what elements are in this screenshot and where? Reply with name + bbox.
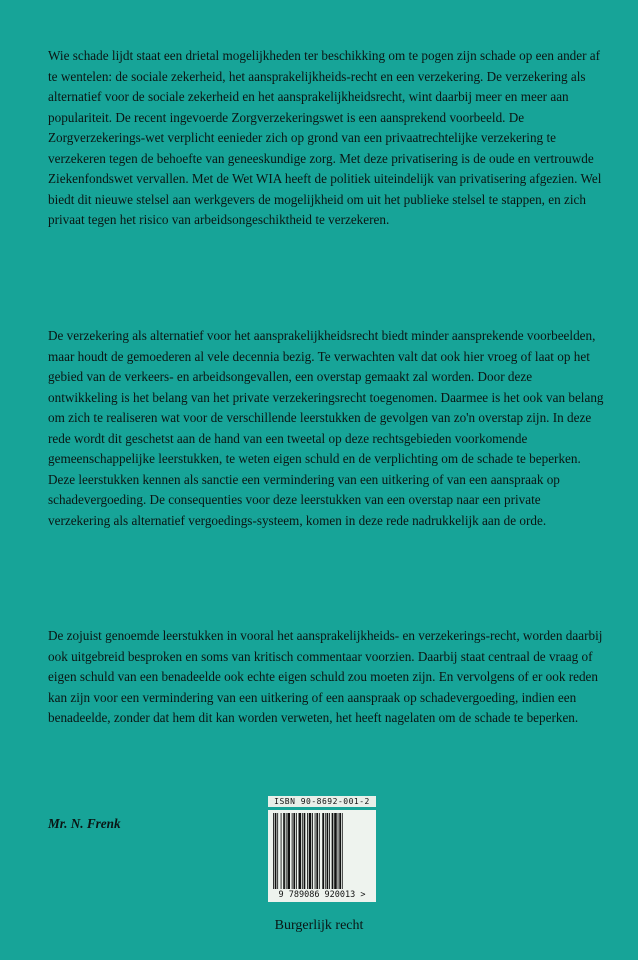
barcode-digits: 9 789086 920013 > [268,889,376,902]
barcode-bars-area [268,810,376,889]
series-title: Burgerlijk recht [274,918,364,933]
author-name: Mr. N. Frenk [48,816,121,831]
back-cover-paragraph-2: De verzekering als alternatief voor het aansprakelijkheidsrecht biedt minder aansprekende voorbeelden, maar houdt de gemoederen al vele decennia bezig. Te verwachten valt dat ook hier vroeg of laat op het gebied van de verkeers- en arbeidsongevallen, een overstap gemaakt zal worden. Door deze ontwikkeling is het belang van het private verzekeringsrecht toegenomen. Daarmee is het ook van belang om zich te realiseren wat voor de verschillende leerstukken de gevolgen van zo'n overstap zijn. In deze rede wordt dit geschetst aan de hand van een tweetal op deze rechtsgebieden voorkomende gemeenschappelijke leerstukken, te weten eigen schuld en de verplichting om de schade te beperken. Deze leerstukken kennen als sanctie een vermindering van een uitkering of van een aanspraak op schadevergoeding. De consequenties voor deze leerstukken van een overstap naar een private verzekering als alternatief vergoedings-systeem, komen in deze rede nadrukkelijk aan de orde. [48,328,604,528]
back-cover-paragraph-3: De zojuist genoemde leerstukken in vooral het aansprakelijkheids- en verzekerings-recht, worden daarbij ook uitgebreid besproken en soms van kritisch commentaar voorzien. Daarbij staat centraal de vraag of eigen schuld van een benadeelde ook echte eigen schuld zou moeten zijn. En vervolgens of er ook reden kan zijn voor een vermindering van een uitkering of een aanspraak op schadevergoeding, indien een benadeelde, zonder dat hem dit kan worden verweten, het heeft nagelaten om de schade te beperken. [48,628,603,725]
isbn-label: ISBN 90-8692-001-2 [268,796,376,807]
barcode [268,796,376,902]
back-cover-paragraph-1: Wie schade lijdt staat een drietal mogelijkheden ter beschikking om te pogen zijn schade op een ander af te wentelen: de sociale zekerheid, het aansprakelijkheids-recht en een verzekering. De verzekering als alternatief voor de sociale zekerheid en het aansprakelijkheidsrecht, wint daarbij meer en meer aan populariteit. De recent ingevoerde Zorgverzekeringswet is een aansprekend voorbeeld. De Zorgverzekerings-wet verplicht eenieder zich op grond van een privaatrechtelijke verzekering te verzekeren tegen de behoefte van geneeskundige zorg. Met deze privatisering is de oude en vertrouwde Ziekenfondswet vervallen. Met de Wet WIA heeft de politiek uiteindelijk van privatisering afgezien. Wel biedt dit nieuwe stelsel aan werkgevers de mogelijkheid om uit het publieke stelsel te stappen, en zich privaat tegen het risico van arbeidsongeschiktheid te verzekeren. [48,48,602,227]
barcode-bars [272,813,372,889]
